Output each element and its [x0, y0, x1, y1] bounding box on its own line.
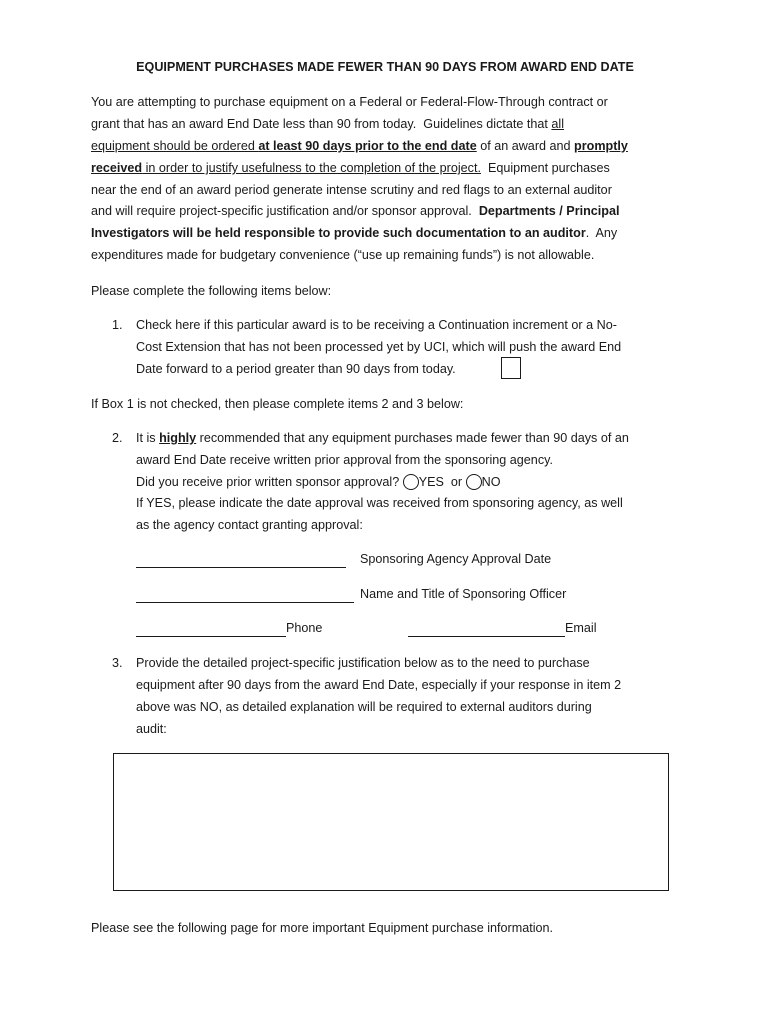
item-2-line-4: If YES, please indicate the date approval was received from sponsoring agency, as well — [136, 496, 623, 510]
yes-label: YES — [418, 475, 444, 489]
item-2-line-3 — [136, 474, 501, 490]
intro-line-4 — [91, 161, 610, 175]
item-1-line-1: Check here if this particular award is to be receiving a Continuation increment or a No- — [136, 318, 617, 332]
item-2-line-5: as the agency contact granting approval: — [136, 518, 363, 532]
officer-input-line[interactable] — [136, 602, 354, 603]
intro-line-6 — [91, 204, 619, 218]
item-2-emphasis-highly: highly — [159, 431, 197, 445]
intro-text: . Any — [585, 226, 618, 240]
footer-note: Please see the following page for more important Equipment purchase information. — [91, 921, 554, 935]
intro-text: Equipment purchases — [480, 161, 610, 175]
intro-line-2 — [91, 117, 564, 131]
approval-date-input-line[interactable] — [136, 567, 346, 568]
complete-prompt: Please complete the following items below: — [91, 284, 332, 298]
intro-line-5: near the end of an award period generate intense scrutiny and red flags to an external auditor — [91, 183, 612, 197]
intro-text-underlined: equipment should be ordered — [91, 139, 259, 153]
item-3-line-1: Provide the detailed project-specific justification below as to the need to purchase — [136, 656, 590, 670]
no-radio[interactable] — [466, 474, 482, 490]
no-label: NO — [481, 475, 501, 489]
intro-emphasis-investigators: Investigators will be held responsible to provide such documentation to an auditor — [91, 226, 586, 240]
intro-text-underlined: in order to justify usefulness to the completion of the project. — [142, 161, 481, 175]
item-1-number: 1. — [112, 318, 123, 332]
item-2-text: recommended that any equipment purchases made fewer than 90 days of an — [196, 431, 629, 445]
phone-input-line[interactable] — [136, 636, 286, 637]
or-text: or — [443, 475, 466, 489]
approval-date-label: Sponsoring Agency Approval Date — [360, 552, 552, 566]
intro-line-1: You are attempting to purchase equipment on a Federal or Federal-Flow-Through contract or — [91, 95, 608, 109]
intro-line-8: expenditures made for budgetary convenience (“use up remaining funds”) is not allowable. — [91, 248, 595, 262]
approval-question: Did you receive prior written sponsor approval? — [136, 475, 403, 489]
intro-text: and will require project-specific justification and/or sponsor approval. — [91, 204, 479, 218]
intro-emphasis-promptly: promptly — [574, 139, 628, 153]
intro-line-3 — [91, 139, 628, 153]
item-3-number: 3. — [112, 656, 123, 670]
intro-emphasis-all: all — [551, 117, 565, 131]
item-3-line-4: audit: — [136, 722, 167, 736]
officer-label: Name and Title of Sponsoring Officer — [360, 587, 567, 601]
item-3-line-2: equipment after 90 days from the award End Date, especially if your response in item 2 — [136, 678, 622, 692]
justification-textarea[interactable] — [113, 753, 669, 891]
intro-text: grant that has an award End Date less than 90 from today. Guidelines dictate that — [91, 117, 552, 131]
intro-text: of an award and — [476, 139, 575, 153]
box-1-note: If Box 1 is not checked, then please complete items 2 and 3 below: — [91, 397, 464, 411]
item-3-line-3: above was NO, as detailed explanation will be required to external auditors during — [136, 700, 592, 714]
intro-emphasis-90-days: at least 90 days prior to the end date — [258, 139, 477, 153]
item-2-number: 2. — [112, 431, 123, 445]
phone-label: Phone — [286, 621, 323, 635]
document-title: EQUIPMENT PURCHASES MADE FEWER THAN 90 DAYS FROM AWARD END DATE — [136, 60, 634, 74]
intro-line-7 — [91, 226, 617, 240]
intro-emphasis-received: received — [91, 161, 143, 175]
email-input-line[interactable] — [408, 636, 565, 637]
item-2-line-2: award End Date receive written prior approval from the sponsoring agency. — [136, 453, 553, 467]
item-2-line-1 — [136, 431, 629, 445]
box-1-checkbox[interactable] — [501, 357, 521, 379]
item-1-line-2: Cost Extension that has not been processed yet by UCI, which will push the award End — [136, 340, 622, 354]
item-1-line-3: Date forward to a period greater than 90 days from today. — [136, 362, 456, 376]
item-2-text: It is — [136, 431, 160, 445]
intro-emphasis-departments: Departments / Principal — [478, 204, 620, 218]
yes-radio[interactable] — [403, 474, 419, 490]
email-label: Email — [565, 621, 597, 635]
